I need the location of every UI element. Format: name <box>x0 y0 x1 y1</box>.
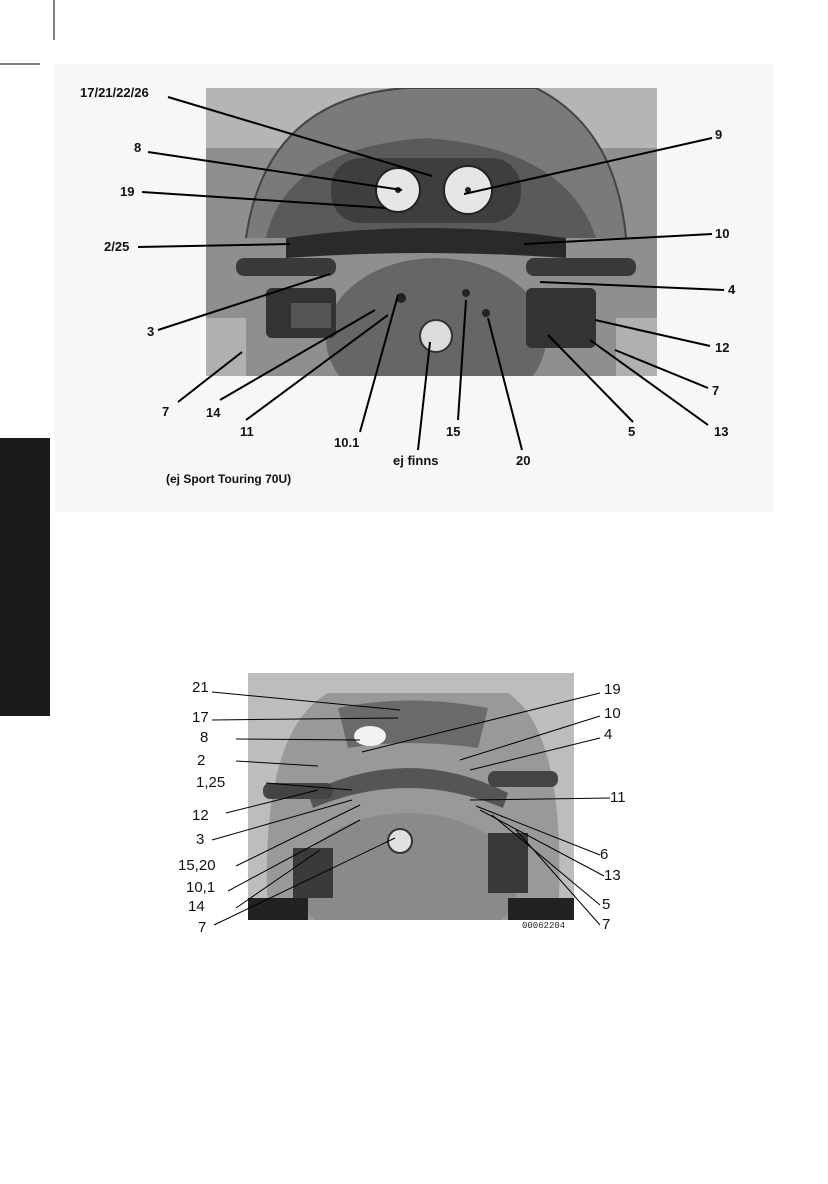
callout-17: 17 <box>192 709 209 726</box>
callout-19: 19 <box>120 184 135 199</box>
snowmobile-dashboard-illustration <box>206 88 657 376</box>
callout-20: 20 <box>516 453 531 468</box>
callout-10-1: 10.1 <box>334 435 360 450</box>
callout-11: 11 <box>240 424 254 439</box>
callout-15: 15 <box>446 424 461 439</box>
callout-4: 4 <box>728 282 736 297</box>
callout-10: 10 <box>715 226 730 241</box>
callout-ej-finns: ej finns <box>393 453 439 468</box>
callout-12: 12 <box>192 807 209 824</box>
figure1-caption: (ej Sport Touring 70U) <box>166 472 292 486</box>
callout-7-left: 7 <box>162 404 170 419</box>
callout-7-right: 7 <box>602 916 611 933</box>
callout-5: 5 <box>602 896 611 913</box>
callout-17-21-22-26: 17/21/22/26 <box>80 85 149 100</box>
callout-3: 3 <box>147 324 155 339</box>
callout-10-1: 10,1 <box>186 879 216 896</box>
image-code: 00062204 <box>522 921 566 931</box>
callout-10: 10 <box>604 705 621 722</box>
callout-14: 14 <box>188 898 205 915</box>
figure1-photo <box>206 88 657 376</box>
callout-5: 5 <box>628 424 636 439</box>
callout-14: 14 <box>206 405 221 420</box>
callout-13: 13 <box>604 867 621 884</box>
callout-2: 2 <box>197 752 206 769</box>
callout-2-25: 2/25 <box>104 239 130 254</box>
callout-11: 11 <box>610 789 626 806</box>
callout-19: 19 <box>604 681 621 698</box>
callout-1-25: 1,25 <box>196 774 226 791</box>
callout-21: 21 <box>192 679 209 696</box>
callout-7-left: 7 <box>198 919 207 936</box>
callout-15-20: 15,20 <box>178 857 216 874</box>
figure2-photo <box>248 673 574 920</box>
callout-8: 8 <box>200 729 209 746</box>
callout-9: 9 <box>715 127 723 142</box>
snowmobile-console-illustration <box>248 673 574 920</box>
callout-7-right: 7 <box>712 383 720 398</box>
callout-12: 12 <box>715 340 730 355</box>
callout-13: 13 <box>714 424 729 439</box>
callout-4: 4 <box>604 726 613 743</box>
callout-3: 3 <box>196 831 205 848</box>
section-tab <box>0 438 50 716</box>
callout-6: 6 <box>600 846 609 863</box>
callout-8: 8 <box>134 140 142 155</box>
